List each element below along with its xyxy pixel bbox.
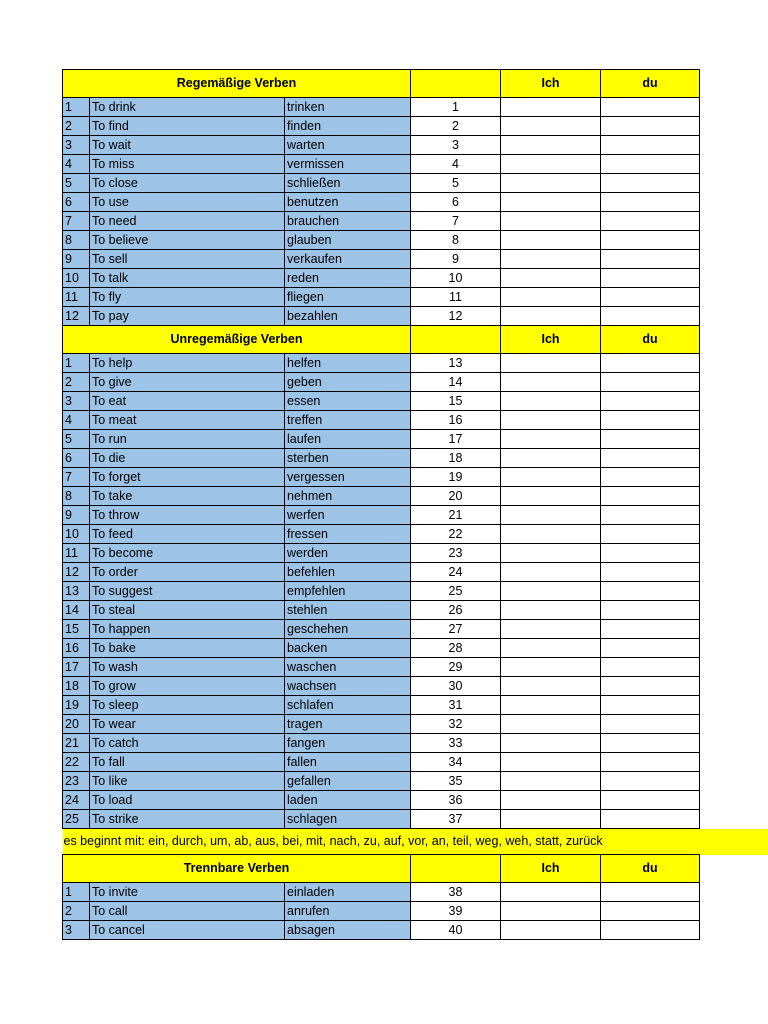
section3-header-number[interactable] <box>411 855 501 883</box>
german-verb[interactable]: geschehen <box>285 620 411 639</box>
ich-cell[interactable] <box>501 392 601 411</box>
table-row <box>63 430 700 449</box>
verb-number[interactable]: 27 <box>411 620 501 639</box>
english-verb[interactable]: To become <box>90 544 285 563</box>
row-index[interactable]: 25 <box>63 810 90 829</box>
table-row <box>63 921 700 940</box>
english-verb[interactable]: To like <box>90 772 285 791</box>
german-verb[interactable]: waschen <box>285 658 411 677</box>
verb-number[interactable]: 36 <box>411 791 501 810</box>
english-verb[interactable]: To forget <box>90 468 285 487</box>
english-verb[interactable]: To fly <box>90 288 285 307</box>
german-verb[interactable]: gefallen <box>285 772 411 791</box>
verb-number[interactable]: 33 <box>411 734 501 753</box>
section2-header-number[interactable] <box>411 326 501 354</box>
ich-cell[interactable] <box>501 601 601 620</box>
table-row <box>63 883 700 902</box>
table-row <box>63 772 700 791</box>
verb-number[interactable]: 40 <box>411 921 501 940</box>
verb-table <box>62 69 700 940</box>
german-verb[interactable]: verkaufen <box>285 250 411 269</box>
table-row <box>63 354 700 373</box>
ich-cell[interactable] <box>501 487 601 506</box>
row-index[interactable]: 14 <box>63 601 90 620</box>
section3-header-ich[interactable]: Ich <box>501 855 601 883</box>
verb-number[interactable]: 39 <box>411 902 501 921</box>
german-verb[interactable]: fallen <box>285 753 411 772</box>
german-verb[interactable]: trinken <box>285 98 411 117</box>
ich-cell[interactable] <box>501 98 601 117</box>
table-row <box>63 658 700 677</box>
row-index[interactable]: 21 <box>63 734 90 753</box>
ich-cell[interactable] <box>501 791 601 810</box>
du-cell[interactable] <box>601 921 700 940</box>
english-verb[interactable]: To feed <box>90 525 285 544</box>
table-row <box>63 307 700 326</box>
row-index[interactable]: 13 <box>63 582 90 601</box>
ich-cell[interactable] <box>501 193 601 212</box>
table-row <box>63 677 700 696</box>
ich-cell[interactable] <box>501 772 601 791</box>
german-verb[interactable]: bezahlen <box>285 307 411 326</box>
verb-number[interactable]: 8 <box>411 231 501 250</box>
table-row <box>63 269 700 288</box>
du-cell[interactable] <box>601 772 700 791</box>
du-cell[interactable] <box>601 136 700 155</box>
section2-header-row <box>63 326 700 354</box>
ich-cell[interactable] <box>501 155 601 174</box>
english-verb[interactable]: To give <box>90 373 285 392</box>
row-index[interactable]: 9 <box>63 506 90 525</box>
table-row <box>63 544 700 563</box>
row-index[interactable]: 2 <box>63 373 90 392</box>
english-verb[interactable]: To sell <box>90 250 285 269</box>
table-row <box>63 563 700 582</box>
german-verb[interactable]: treffen <box>285 411 411 430</box>
row-index[interactable]: 7 <box>63 212 90 231</box>
du-cell[interactable] <box>601 902 700 921</box>
row-index[interactable]: 5 <box>63 430 90 449</box>
table-row <box>63 174 700 193</box>
row-index[interactable]: 16 <box>63 639 90 658</box>
english-verb[interactable]: To eat <box>90 392 285 411</box>
ich-cell[interactable] <box>501 902 601 921</box>
table-row <box>63 753 700 772</box>
table-row <box>63 734 700 753</box>
verb-number[interactable]: 38 <box>411 883 501 902</box>
german-verb[interactable]: wachsen <box>285 677 411 696</box>
german-verb[interactable]: empfehlen <box>285 582 411 601</box>
german-verb[interactable]: fangen <box>285 734 411 753</box>
ich-cell[interactable] <box>501 696 601 715</box>
row-index[interactable]: 23 <box>63 772 90 791</box>
table-row <box>63 525 700 544</box>
du-cell[interactable] <box>601 354 700 373</box>
row-index[interactable]: 8 <box>63 487 90 506</box>
english-verb[interactable]: To run <box>90 430 285 449</box>
row-index[interactable]: 7 <box>63 468 90 487</box>
verb-number[interactable]: 28 <box>411 639 501 658</box>
german-verb[interactable]: laufen <box>285 430 411 449</box>
row-index[interactable]: 12 <box>63 563 90 582</box>
german-verb[interactable]: schließen <box>285 174 411 193</box>
verb-number[interactable]: 6 <box>411 193 501 212</box>
english-verb[interactable]: To believe <box>90 231 285 250</box>
verb-number[interactable]: 4 <box>411 155 501 174</box>
verb-number[interactable]: 34 <box>411 753 501 772</box>
du-cell[interactable] <box>601 563 700 582</box>
du-cell[interactable] <box>601 430 700 449</box>
english-verb[interactable]: To close <box>90 174 285 193</box>
section1-header-number[interactable] <box>411 70 501 98</box>
german-verb[interactable]: glauben <box>285 231 411 250</box>
verb-number[interactable]: 13 <box>411 354 501 373</box>
du-cell[interactable] <box>601 658 700 677</box>
du-cell[interactable] <box>601 734 700 753</box>
ich-cell[interactable] <box>501 734 601 753</box>
german-verb[interactable]: schlafen <box>285 696 411 715</box>
table-row <box>63 411 700 430</box>
table-row <box>63 468 700 487</box>
table-row <box>63 231 700 250</box>
german-verb[interactable]: tragen <box>285 715 411 734</box>
section2-header-du[interactable]: du <box>601 326 700 354</box>
ich-cell[interactable] <box>501 883 601 902</box>
verb-number[interactable]: 24 <box>411 563 501 582</box>
table-row <box>63 212 700 231</box>
verb-number[interactable]: 37 <box>411 810 501 829</box>
table-row <box>63 98 700 117</box>
ich-cell[interactable] <box>501 506 601 525</box>
german-verb[interactable]: absagen <box>285 921 411 940</box>
row-index[interactable]: 5 <box>63 174 90 193</box>
ich-cell[interactable] <box>501 373 601 392</box>
row-index[interactable]: 15 <box>63 620 90 639</box>
section1-header-du[interactable]: du <box>601 70 700 98</box>
verb-number[interactable]: 7 <box>411 212 501 231</box>
du-cell[interactable] <box>601 715 700 734</box>
table-row <box>63 136 700 155</box>
german-verb[interactable]: sterben <box>285 449 411 468</box>
german-verb[interactable]: werden <box>285 544 411 563</box>
row-index[interactable]: 22 <box>63 753 90 772</box>
ich-cell[interactable] <box>501 212 601 231</box>
du-cell[interactable] <box>601 392 700 411</box>
section1-header-row <box>63 70 700 98</box>
section1-header-ich[interactable]: Ich <box>501 70 601 98</box>
section3-title[interactable]: Trennbare Verben <box>63 855 411 883</box>
english-verb[interactable]: To drink <box>90 98 285 117</box>
german-verb[interactable]: helfen <box>285 354 411 373</box>
row-index[interactable]: 18 <box>63 677 90 696</box>
german-verb[interactable]: nehmen <box>285 487 411 506</box>
german-verb[interactable]: essen <box>285 392 411 411</box>
german-verb[interactable]: einladen <box>285 883 411 902</box>
verb-number[interactable]: 15 <box>411 392 501 411</box>
ich-cell[interactable] <box>501 354 601 373</box>
english-verb[interactable]: To meat <box>90 411 285 430</box>
german-verb[interactable]: schlagen <box>285 810 411 829</box>
ich-cell[interactable] <box>501 715 601 734</box>
du-cell[interactable] <box>601 212 700 231</box>
verb-number[interactable]: 20 <box>411 487 501 506</box>
german-verb[interactable]: benutzen <box>285 193 411 212</box>
prefix-note-row <box>63 829 700 855</box>
english-verb[interactable]: To take <box>90 487 285 506</box>
table-row <box>63 639 700 658</box>
ich-cell[interactable] <box>501 639 601 658</box>
english-verb[interactable]: To strike <box>90 810 285 829</box>
row-index[interactable]: 4 <box>63 155 90 174</box>
row-index[interactable]: 17 <box>63 658 90 677</box>
german-verb[interactable]: laden <box>285 791 411 810</box>
table-row <box>63 810 700 829</box>
prefix-note[interactable]: es beginnt mit: ein, durch, um, ab, aus, bei, mit, nach, zu, auf, vor, an, teil, weg, weh, statt, zurück <box>63 829 700 855</box>
row-index[interactable]: 3 <box>63 921 90 940</box>
table-row <box>63 601 700 620</box>
ich-cell[interactable] <box>501 753 601 772</box>
verb-number[interactable]: 30 <box>411 677 501 696</box>
table-row <box>63 582 700 601</box>
du-cell[interactable] <box>601 373 700 392</box>
verb-number[interactable]: 2 <box>411 117 501 136</box>
du-cell[interactable] <box>601 791 700 810</box>
du-cell[interactable] <box>601 269 700 288</box>
ich-cell[interactable] <box>501 174 601 193</box>
german-verb[interactable]: vergessen <box>285 468 411 487</box>
verb-number[interactable]: 9 <box>411 250 501 269</box>
du-cell[interactable] <box>601 601 700 620</box>
row-index[interactable]: 10 <box>63 525 90 544</box>
english-verb[interactable]: To order <box>90 563 285 582</box>
table-row <box>63 620 700 639</box>
section2-title[interactable]: Unregemäßige Verben <box>63 326 411 354</box>
table-row <box>63 250 700 269</box>
row-index[interactable]: 1 <box>63 354 90 373</box>
english-verb[interactable]: To find <box>90 117 285 136</box>
row-index[interactable]: 3 <box>63 136 90 155</box>
english-verb[interactable]: To talk <box>90 269 285 288</box>
row-index[interactable]: 8 <box>63 231 90 250</box>
ich-cell[interactable] <box>501 544 601 563</box>
du-cell[interactable] <box>601 620 700 639</box>
du-cell[interactable] <box>601 449 700 468</box>
german-verb[interactable]: finden <box>285 117 411 136</box>
du-cell[interactable] <box>601 639 700 658</box>
english-verb[interactable]: To sleep <box>90 696 285 715</box>
german-verb[interactable]: befehlen <box>285 563 411 582</box>
row-index[interactable]: 1 <box>63 98 90 117</box>
table-row <box>63 506 700 525</box>
row-index[interactable]: 2 <box>63 902 90 921</box>
du-cell[interactable] <box>601 174 700 193</box>
du-cell[interactable] <box>601 506 700 525</box>
english-verb[interactable]: To bake <box>90 639 285 658</box>
ich-cell[interactable] <box>501 117 601 136</box>
du-cell[interactable] <box>601 544 700 563</box>
row-index[interactable]: 20 <box>63 715 90 734</box>
row-index[interactable]: 11 <box>63 288 90 307</box>
english-verb[interactable]: To need <box>90 212 285 231</box>
du-cell[interactable] <box>601 883 700 902</box>
ich-cell[interactable] <box>501 582 601 601</box>
table-row <box>63 791 700 810</box>
english-verb[interactable]: To cancel <box>90 921 285 940</box>
verb-number[interactable]: 18 <box>411 449 501 468</box>
du-cell[interactable] <box>601 582 700 601</box>
german-verb[interactable]: backen <box>285 639 411 658</box>
german-verb[interactable]: brauchen <box>285 212 411 231</box>
section2-header-ich[interactable]: Ich <box>501 326 601 354</box>
row-index[interactable]: 9 <box>63 250 90 269</box>
table-row <box>63 117 700 136</box>
verb-number[interactable]: 12 <box>411 307 501 326</box>
verb-number[interactable]: 19 <box>411 468 501 487</box>
du-cell[interactable] <box>601 696 700 715</box>
section3-header-row <box>63 855 700 883</box>
verb-number[interactable]: 21 <box>411 506 501 525</box>
english-verb[interactable]: To suggest <box>90 582 285 601</box>
du-cell[interactable] <box>601 98 700 117</box>
du-cell[interactable] <box>601 753 700 772</box>
section1-title[interactable]: Regemäßige Verben <box>63 70 411 98</box>
table-row <box>63 902 700 921</box>
ich-cell[interactable] <box>501 620 601 639</box>
du-cell[interactable] <box>601 155 700 174</box>
verb-number[interactable]: 17 <box>411 430 501 449</box>
row-index[interactable]: 11 <box>63 544 90 563</box>
english-verb[interactable]: To miss <box>90 155 285 174</box>
english-verb[interactable]: To load <box>90 791 285 810</box>
row-index[interactable]: 19 <box>63 696 90 715</box>
du-cell[interactable] <box>601 231 700 250</box>
du-cell[interactable] <box>601 487 700 506</box>
table-row <box>63 288 700 307</box>
ich-cell[interactable] <box>501 449 601 468</box>
section3-header-du[interactable]: du <box>601 855 700 883</box>
english-verb[interactable]: To fall <box>90 753 285 772</box>
row-index[interactable]: 3 <box>63 392 90 411</box>
ich-cell[interactable] <box>501 563 601 582</box>
table-row <box>63 449 700 468</box>
verb-number[interactable]: 29 <box>411 658 501 677</box>
english-verb[interactable]: To catch <box>90 734 285 753</box>
verb-number[interactable]: 1 <box>411 98 501 117</box>
ich-cell[interactable] <box>501 677 601 696</box>
english-verb[interactable]: To wear <box>90 715 285 734</box>
verb-number[interactable]: 14 <box>411 373 501 392</box>
english-verb[interactable]: To use <box>90 193 285 212</box>
verb-number[interactable]: 35 <box>411 772 501 791</box>
du-cell[interactable] <box>601 117 700 136</box>
german-verb[interactable]: geben <box>285 373 411 392</box>
verb-number[interactable]: 10 <box>411 269 501 288</box>
row-index[interactable]: 10 <box>63 269 90 288</box>
verb-number[interactable]: 26 <box>411 601 501 620</box>
ich-cell[interactable] <box>501 468 601 487</box>
german-verb[interactable]: vermissen <box>285 155 411 174</box>
row-index[interactable]: 2 <box>63 117 90 136</box>
english-verb[interactable]: To help <box>90 354 285 373</box>
du-cell[interactable] <box>601 810 700 829</box>
row-index[interactable]: 1 <box>63 883 90 902</box>
ich-cell[interactable] <box>501 136 601 155</box>
german-verb[interactable]: fressen <box>285 525 411 544</box>
english-verb[interactable]: To call <box>90 902 285 921</box>
verb-number[interactable]: 16 <box>411 411 501 430</box>
ich-cell[interactable] <box>501 231 601 250</box>
table-row <box>63 155 700 174</box>
german-verb[interactable]: warten <box>285 136 411 155</box>
verb-number[interactable]: 11 <box>411 288 501 307</box>
ich-cell[interactable] <box>501 307 601 326</box>
german-verb[interactable]: fliegen <box>285 288 411 307</box>
ich-cell[interactable] <box>501 658 601 677</box>
english-verb[interactable]: To wash <box>90 658 285 677</box>
table-row <box>63 373 700 392</box>
row-index[interactable]: 4 <box>63 411 90 430</box>
table-row <box>63 696 700 715</box>
ich-cell[interactable] <box>501 411 601 430</box>
english-verb[interactable]: To die <box>90 449 285 468</box>
row-index[interactable]: 6 <box>63 449 90 468</box>
ich-cell[interactable] <box>501 525 601 544</box>
verb-number[interactable]: 25 <box>411 582 501 601</box>
english-verb[interactable]: To grow <box>90 677 285 696</box>
ich-cell[interactable] <box>501 810 601 829</box>
du-cell[interactable] <box>601 677 700 696</box>
table-row <box>63 392 700 411</box>
du-cell[interactable] <box>601 307 700 326</box>
du-cell[interactable] <box>601 411 700 430</box>
english-verb[interactable]: To invite <box>90 883 285 902</box>
english-verb[interactable]: To throw <box>90 506 285 525</box>
verb-number[interactable]: 5 <box>411 174 501 193</box>
german-verb[interactable]: reden <box>285 269 411 288</box>
du-cell[interactable] <box>601 468 700 487</box>
note-highlight-extension <box>700 829 768 855</box>
ich-cell[interactable] <box>501 250 601 269</box>
ich-cell[interactable] <box>501 269 601 288</box>
verb-number[interactable]: 3 <box>411 136 501 155</box>
table-row <box>63 715 700 734</box>
verb-number[interactable]: 22 <box>411 525 501 544</box>
du-cell[interactable] <box>601 288 700 307</box>
row-index[interactable]: 6 <box>63 193 90 212</box>
english-verb[interactable]: To pay <box>90 307 285 326</box>
german-verb[interactable]: werfen <box>285 506 411 525</box>
english-verb[interactable]: To wait <box>90 136 285 155</box>
verb-number[interactable]: 31 <box>411 696 501 715</box>
table-row <box>63 487 700 506</box>
ich-cell[interactable] <box>501 288 601 307</box>
english-verb[interactable]: To happen <box>90 620 285 639</box>
ich-cell[interactable] <box>501 921 601 940</box>
ich-cell[interactable] <box>501 430 601 449</box>
row-index[interactable]: 12 <box>63 307 90 326</box>
verb-number[interactable]: 32 <box>411 715 501 734</box>
du-cell[interactable] <box>601 250 700 269</box>
du-cell[interactable] <box>601 193 700 212</box>
german-verb[interactable]: anrufen <box>285 902 411 921</box>
table-row <box>63 193 700 212</box>
verb-number[interactable]: 23 <box>411 544 501 563</box>
german-verb[interactable]: stehlen <box>285 601 411 620</box>
row-index[interactable]: 24 <box>63 791 90 810</box>
du-cell[interactable] <box>601 525 700 544</box>
english-verb[interactable]: To steal <box>90 601 285 620</box>
